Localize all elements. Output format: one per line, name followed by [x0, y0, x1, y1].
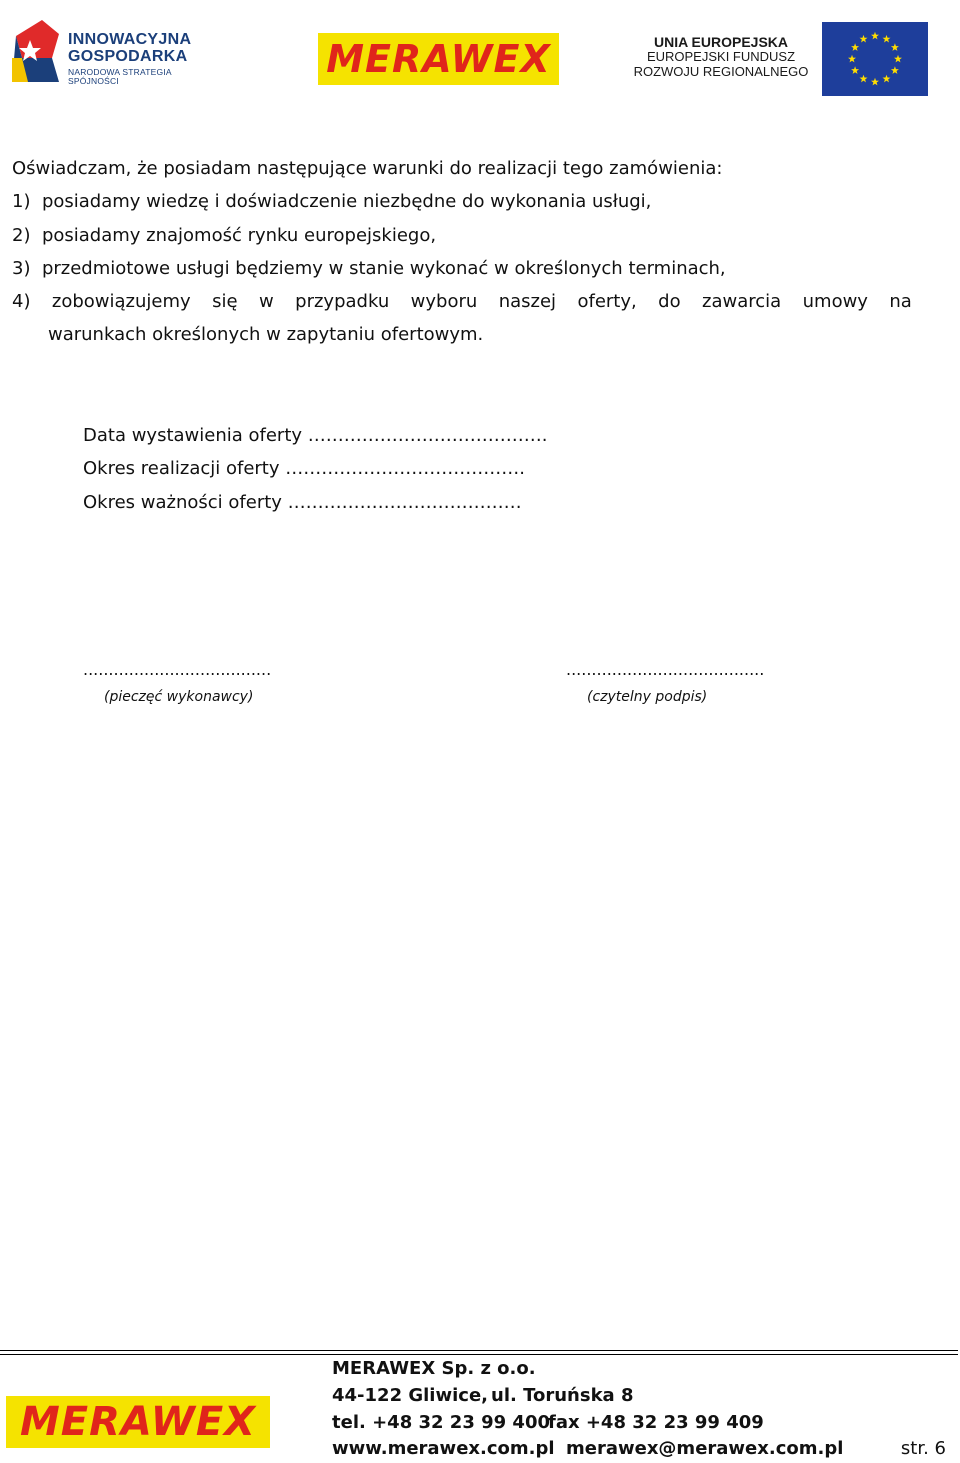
field-label: Okres realizacji oferty — [83, 458, 280, 480]
eu-star-icon — [871, 78, 879, 86]
eu-logo-line2: EUROPEJSKI FUNDUSZ — [646, 49, 796, 65]
field-realization-period — [83, 452, 683, 485]
eu-star-icon — [848, 55, 856, 63]
item-text: posiadamy znajomość rynku europejskiego, — [41, 224, 437, 246]
item-word: naszej — [498, 291, 557, 313]
item-word: przypadku — [295, 291, 390, 313]
footer-website-link[interactable]: www.merawex.com.pl — [332, 1438, 555, 1459]
star-emblem-icon — [12, 18, 62, 84]
declaration-block — [12, 152, 912, 352]
field-label: Data wystawienia oferty — [83, 425, 303, 446]
eu-star-icon — [894, 55, 902, 63]
footer-street: ul. Toruńska 8 — [491, 1385, 634, 1406]
field-blank: ………………………………… — [287, 491, 522, 513]
item-word: umowy — [802, 291, 868, 313]
item-word: na — [889, 291, 912, 313]
eu-star-icon — [851, 66, 859, 74]
stamp-caption: (pieczęć wykonawcy) — [104, 689, 254, 705]
footer-email-link[interactable]: merawex@merawex.com.pl — [566, 1438, 844, 1459]
merawex-logo-footer: MERAWEX — [6, 1396, 270, 1448]
ig-logo-line2: GOSPODARKA — [68, 48, 188, 65]
footer-company: MERAWEX Sp. z o.o. — [332, 1358, 536, 1379]
eu-star-icon — [883, 35, 891, 43]
merawex-logo-header: MERAWEX — [318, 33, 559, 85]
declaration-item-1 — [12, 185, 912, 218]
eu-star-icon — [891, 66, 899, 74]
declaration-item-4-continuation: warunkach określonych w zapytaniu ofertowym. — [48, 324, 484, 346]
field-blank: …………………………………. — [285, 458, 525, 480]
eu-star-icon — [891, 43, 899, 51]
offer-fields — [83, 419, 683, 519]
item-word: w — [258, 291, 274, 313]
eu-star-icon — [860, 35, 868, 43]
eu-fund-logo — [625, 22, 930, 96]
declaration-item-4 — [12, 285, 912, 318]
signature-caption: (czytelny podpis) — [587, 689, 708, 705]
declaration-intro: Oświadczam, że posiadam następujące warunki do realizacji tego zamówienia: — [12, 158, 723, 179]
footer-city: 44-122 Gliwice, — [332, 1385, 488, 1406]
declaration-item-3 — [12, 252, 912, 285]
item-number: 4) — [12, 291, 31, 313]
item-word: zawarcia — [702, 291, 782, 313]
footer-tel: tel. +48 32 23 99 400 — [332, 1412, 551, 1433]
item-word: wyboru — [410, 291, 478, 313]
eu-flag-icon — [822, 22, 928, 96]
field-blank: …………………………………. — [307, 425, 548, 446]
eu-star-icon — [883, 75, 891, 83]
item-text: przedmiotowe usługi będziemy w stanie wykonać w określonych terminach, — [41, 257, 726, 279]
field-label: Okres ważności oferty — [83, 491, 282, 513]
eu-star-icon — [860, 75, 868, 83]
item-word: zobowiązujemy — [51, 291, 191, 313]
item-number: 1) — [12, 191, 31, 213]
item-text: posiadamy wiedzę i doświadczenie niezbędne do wykonania usługi, — [41, 191, 652, 213]
eu-star-icon — [851, 43, 859, 51]
eu-logo-line3: ROZWOJU REGIONALNEGO — [633, 64, 809, 80]
item-word: oferty, — [577, 291, 637, 313]
item-word: do — [658, 291, 681, 313]
declaration-item-2 — [12, 219, 912, 252]
field-issue-date — [83, 419, 683, 452]
footer-divider — [0, 1350, 958, 1355]
item-number: 2) — [12, 224, 31, 246]
signature-dotted-line: ....................................... — [566, 660, 765, 679]
eu-logo-line1: UNIA EUROPEJSKA — [653, 34, 789, 50]
item-number: 3) — [12, 257, 31, 279]
innowacyjna-gospodarka-logo — [12, 18, 212, 84]
eu-star-icon — [871, 32, 879, 40]
stamp-dotted-line: ..................................... — [83, 660, 272, 679]
field-validity-period — [83, 486, 683, 519]
item-word: się — [212, 291, 238, 313]
ig-logo-line1: INNOWACYJNA — [68, 31, 192, 48]
ig-logo-line3: NARODOWA STRATEGIA SPÓJNOŚCI — [68, 67, 172, 86]
footer-fax: fax +48 32 23 99 409 — [548, 1412, 764, 1433]
page-number: str. 6 — [900, 1438, 946, 1459]
